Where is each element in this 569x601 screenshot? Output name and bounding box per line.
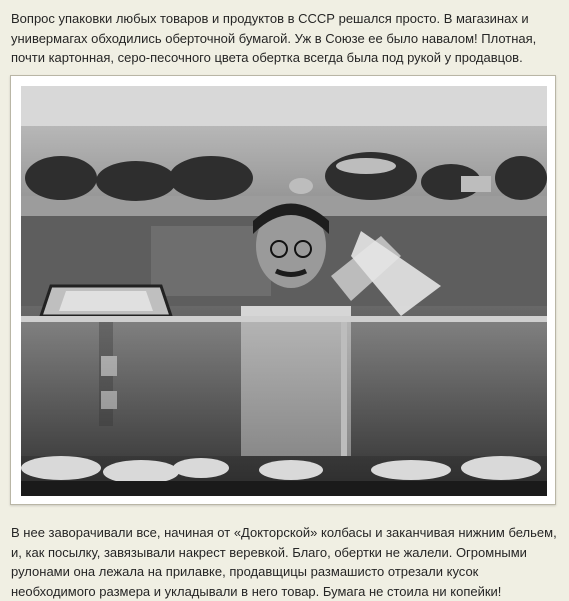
intro-paragraph: Вопрос упаковки любых товаров и продуктов в СССР решался просто. В магазинах и универмагах обходились оберточной бумагой. Уж в Союзе ее было навалом! Плотная, почти картонная, серо-песочного цвета обертка всегда была под рукой у продавцов.	[11, 11, 537, 65]
butcher-photo-illustration	[21, 86, 547, 496]
photo-frame	[10, 75, 556, 505]
display-counter-glass	[21, 316, 547, 456]
shop-counter-photo	[21, 86, 547, 496]
outro-paragraph: В нее заворачивали все, начиная от «Докторской» колбасы и заканчивая нижним бельем, и, как посылку, завязывали накрест веревкой. Благо, обертки не жалели. Огромными рулонами она лежала на прилавке, продавщицы размашисто отрезали кусок необходимого размера и укладывали в него товар. Бумага не стоила ни копейки!	[11, 525, 557, 599]
